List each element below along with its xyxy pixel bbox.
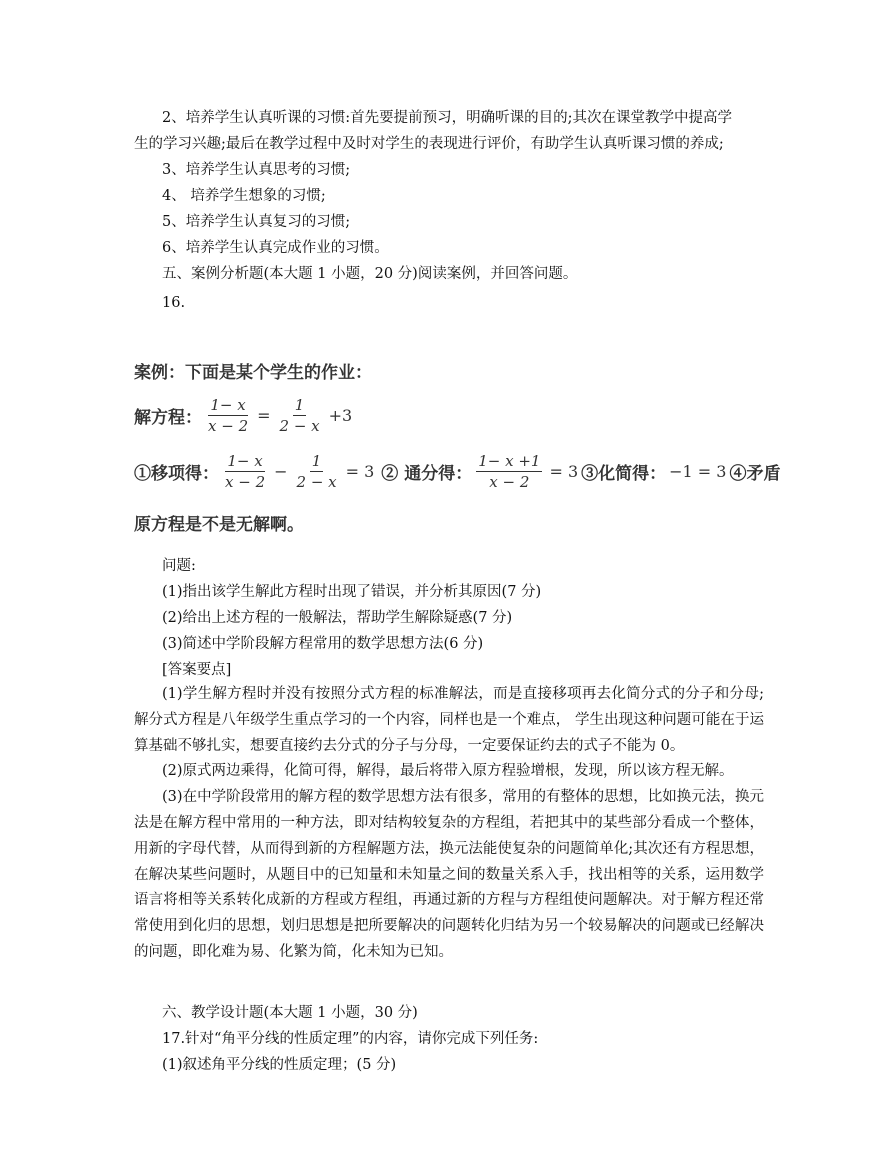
numerator: 1− x — [210, 396, 246, 414]
step2-label: ② 通分得： — [381, 464, 473, 484]
equation-tail: = 3 — [345, 462, 375, 481]
simplified-expression: −1 = 3 — [669, 462, 727, 481]
answer-paragraph: (2)原式两边乘得，化简可得，解得，最后将带入原方程验增根，发现，所以该方程无解。 — [162, 763, 734, 780]
numerator: 1− x +1 — [478, 452, 541, 470]
text-line: 6、培养学生认真完成作业的习惯。 — [162, 240, 389, 256]
fraction — [295, 452, 339, 491]
solve-label: 解方程： — [134, 408, 202, 428]
fraction — [278, 396, 322, 435]
task-item: (1)叙述角平分线的性质定理；(5 分) — [162, 1057, 397, 1073]
denominator: x − 2 — [225, 473, 266, 491]
denominator: x − 2 — [489, 473, 530, 491]
equals-sign: = — [257, 406, 271, 425]
numerator: 1 — [311, 452, 322, 470]
fraction — [206, 396, 250, 435]
step1-label: ①移项得： — [134, 464, 219, 484]
step4-label: ④矛盾 — [729, 464, 781, 484]
question-item: (1)指出该学生解此方程时出现了错误，并分析其原因(7 分) — [162, 584, 542, 600]
question-item: (2)给出上述方程的一般解法，帮助学生解除疑惑(7 分) — [162, 610, 513, 626]
section-heading: 六、教学设计题(本大题 1 小题，30 分) — [162, 1005, 418, 1021]
denominator: 2 − x — [279, 417, 320, 435]
numerator: 1 — [294, 396, 305, 414]
step3-label: ③化简得： — [581, 464, 667, 484]
minus-sign: − — [274, 462, 288, 481]
question-number: 16. — [162, 295, 186, 311]
answer-block — [134, 682, 764, 966]
text-line: 3、培养学生认真思考的习惯; — [162, 162, 351, 178]
denominator: 2 − x — [296, 473, 337, 491]
denominator: x − 2 — [208, 417, 249, 435]
numerator: 1− x — [227, 452, 263, 470]
text-line: 生的学习兴趣;最后在教学过程中及时对学生的表现进行评价，有助学生认真听课习惯的养成; — [134, 136, 724, 152]
text-line: 5、培养学生认真复习的习惯; — [162, 214, 351, 230]
questions-heading: 问题: — [162, 558, 196, 574]
case-intro: 案例：下面是某个学生的作业： — [134, 363, 372, 383]
equation-tail: = 3 — [549, 462, 579, 481]
section-heading: 五、案例分析题(本大题 1 小题，20 分)阅读案例，并回答问题。 — [162, 266, 578, 282]
equation-tail: +3 — [328, 406, 353, 425]
text-line: 2、培养学生认真听课的习惯:首先要提前预习，明确听课的目的;其次在课堂教学中提高学 — [162, 110, 732, 126]
case-closing: 原方程是不是无解啊。 — [134, 515, 304, 535]
answer-key-heading: [答案要点] — [162, 662, 232, 678]
fraction — [476, 452, 542, 491]
question-text: 17.针对“角平分线的性质定理”的内容，请你完成下列任务: — [162, 1031, 539, 1047]
fraction — [223, 452, 267, 491]
answer-paragraph: (3)在中学阶段常用的解方程的数学思想方法有很多，常用的有整体的思想，比如换元法，换元法是在解方程中常用的一种方法，即对结构较复杂的方程组，若把其中的某些部分看成一个整体，用新的字母代替，从而得到新的方程解题方法，换元法能使复杂的问题简单化;其次还有方程思想，在解决某些问题时，从题目中的已知量和未知量之间的数量关系入手，找出相等的关系，运用数学语言将相等关系转化成新的方程或方程组，再通过新的方程与方程组使问题解决。对于解方程还常常使用到化归的思想，划归思想是把所要解决的问题转化归结为另一个较易解决的问题或已经解决的问题，即化难为易、化繁为简，化未知为已知。 — [134, 789, 764, 960]
answer-paragraph: (1)学生解方程时并没有按照分式方程的标准解法，而是直接移项再去化简分式的分子和分母;解分式方程是八年级学生重点学习的一个内容，同样也是一个难点， 学生出现这种问题可能在于运算基础不够扎实，想要直接约去分式的分子与分母，一定要保证约去的式子不能为 0。 — [134, 686, 764, 754]
case-image — [134, 352, 781, 552]
question-item: (3)简述中学阶段解方程常用的数学思想方法(6 分) — [162, 636, 484, 652]
text-line: 4、 培养学生想象的习惯; — [162, 188, 326, 204]
